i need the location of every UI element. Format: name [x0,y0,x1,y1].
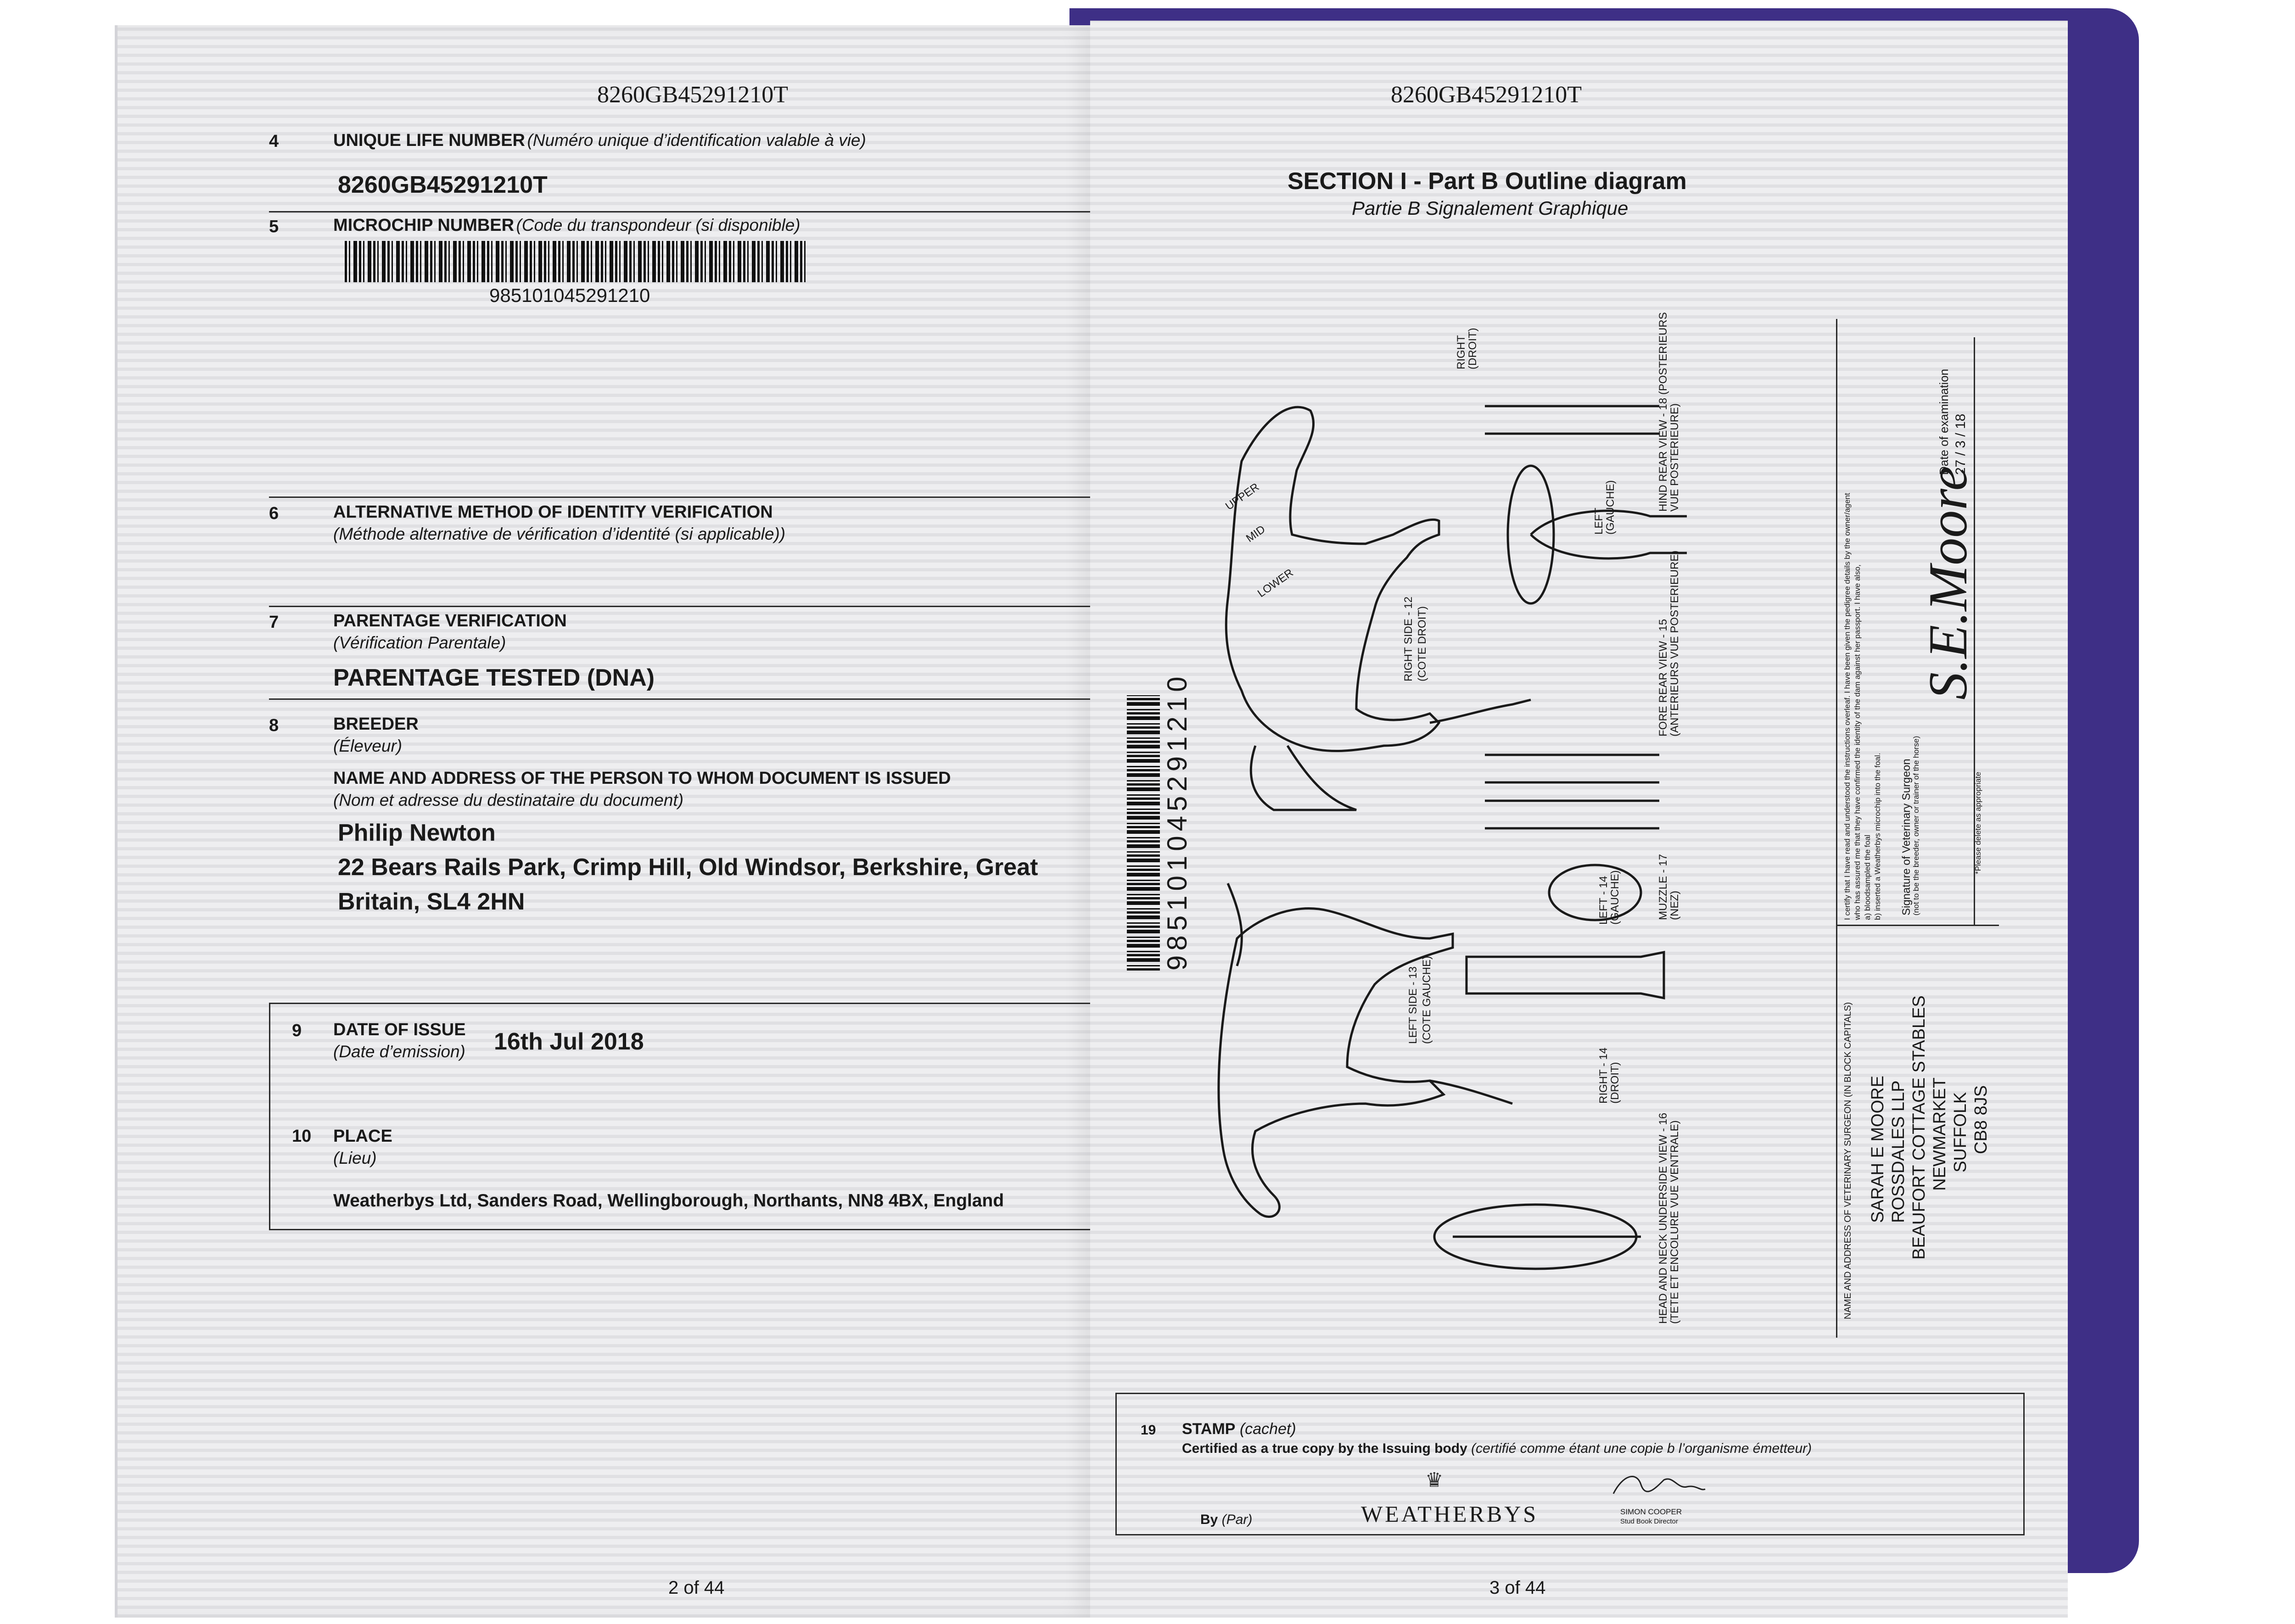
owner-address-line2: Britain, SL4 2HN [338,888,525,915]
director-signature-icon [1609,1466,1710,1507]
label-hind-rear-fr: VUE POSTERIEURE) [1668,403,1681,512]
vet-line-4: NEWMARKET [1930,1077,1949,1191]
vet-block-divider [1836,925,1999,926]
by-label: By (Par) [1200,1512,1253,1527]
label-gauche: (GAUCHE) [1604,480,1617,535]
label-head-neck: HEAD AND NECK UNDERSIDE VIEW - 16 [1657,1112,1669,1324]
crest-icon: ♛ [1425,1469,1444,1491]
vet-cert-4: b) inserted a Weatherbys microchip into the foal. [1873,753,1882,920]
owner-name: Philip Newton [338,820,496,846]
vet-line-6: CB8 8JS [1971,1085,1991,1154]
vet-signature-note: (not to be the breeder, owner or trainer of the horse) [1912,736,1920,915]
director-title: Stud Book Director [1620,1518,1678,1525]
page-number: 3 of 44 [1489,1578,1546,1598]
right-page [1090,21,2068,1618]
label-lower: LOWER [1255,566,1296,600]
date-of-exam-label: Date of examination [1937,368,1951,475]
issued-to-label-fr: (Nom et adresse du destinataire du document) [333,791,684,809]
date-of-exam-value: 27 / 3 / 18 [1953,413,1968,475]
label-upper: UPPER [1223,480,1262,513]
vet-cert-1: I certify that I have read and understood the instructions overleaf. I have been given the pedigree details by the owner/agent [1843,493,1852,920]
vet-cert-3: a) bloodsampled the foal [1863,834,1872,920]
vet-line-5: SUFFOLK [1951,1092,1970,1172]
section-title: SECTION I - Part B Outline diagram [1287,168,1687,195]
vet-signature: S.E.Moore [1917,466,1978,700]
breeder-label: BREEDER [333,714,419,734]
vet-signature-label: Signature of Veterinary Surgeon [1900,759,1913,915]
parentage-verification-label-fr: (Vérification Parentale) [333,633,506,652]
horse-outline-diagram [1136,342,1825,1328]
label-fore-rear: FORE REAR VIEW - 15 [1657,619,1669,737]
place-label-fr: (Lieu) [333,1149,377,1167]
date-of-issue-value: 16th Jul 2018 [494,1028,644,1055]
microchip-barcode [345,241,808,282]
label-right-14: RIGHT - 14 [1597,1047,1610,1104]
label-mid: MID [1244,523,1268,545]
stamp-number: 19 [1141,1423,1156,1438]
vet-name-label: NAME AND ADDRESS OF VETERINARY SURGEON (IN BLOCK CAPITALS) [1843,1002,1853,1319]
date-of-issue-label-fr: (Date d’emission) [333,1042,465,1061]
label-left: LEFT [1593,508,1605,535]
label-left-side-fr: (COTE GAUCHE) [1421,956,1433,1044]
parentage-value: PARENTAGE TESTED (DNA) [333,664,655,691]
field-number: 10 [292,1127,312,1146]
label-fore-rear-fr: (ANTERIEURS VUE POSTERIEURE) [1668,550,1681,737]
delete-note: *Please delete as appropriate [1974,771,1982,874]
vet-line-2: ROSSDALES LLP [1889,1080,1908,1223]
divider [269,606,1091,607]
header-code: 8260GB45291210T [597,82,788,108]
divider [269,497,1091,498]
director-name: SIMON COOPER [1620,1507,1682,1516]
stamp-certified: Certified as a true copy by the Issuing body (certifié comme étant une copie b l’organisme émetteur) [1182,1441,1812,1456]
label-muzzle: MUZZLE - 17 [1657,854,1669,920]
breeder-label-fr: (Éleveur) [333,737,403,755]
weatherbys-logo: WEATHERBYS [1361,1501,1539,1527]
date-of-issue-label: DATE OF ISSUE [333,1020,466,1039]
label-right: RIGHT [1455,335,1467,369]
page-number: 2 of 44 [668,1578,725,1598]
label-droit: (DROIT) [1467,328,1479,369]
field-number: 9 [292,1021,302,1040]
alternative-method-label-fr: (Méthode alternative de vérification d’identité (si applicable)) [333,525,786,543]
vet-cert-2: who has assured me that they have confirmed the identity of the dam against her passport. I have also, [1853,564,1862,920]
unique-life-number-value: 8260GB45291210T [338,172,548,198]
label-right-side-fr: (COTE DROIT) [1416,606,1428,681]
microchip-number: 985101045291210 [489,285,650,306]
place-value: Weatherbys Ltd, Sanders Road, Wellingborough, Northants, NN8 4BX, England [333,1191,1004,1211]
field-number: 8 [269,716,279,735]
divider [269,211,1091,212]
section-subtitle: Partie B Signalement Graphique [1352,197,1629,219]
field-number: 6 [269,504,279,523]
vet-block-border [1836,319,1837,1338]
field-number: 5 [269,217,279,236]
issued-to-label: NAME AND ADDRESS OF THE PERSON TO WHOM DOCUMENT IS ISSUED [333,769,951,788]
label-muzzle-fr: (NEZ) [1668,891,1681,920]
label-left-14: LEFT - 14 [1597,876,1610,925]
field-number: 4 [269,132,279,151]
alternative-method-label: ALTERNATIVE METHOD OF IDENTITY VERIFICATION [333,502,773,522]
microchip-label: MICROCHIP NUMBER (Code du transpondeur (si disponible) [333,216,800,235]
field-number: 7 [269,613,279,632]
divider [269,698,1091,700]
label-left-side: LEFT SIDE - 13 [1407,966,1419,1044]
unique-life-number-label: UNIQUE LIFE NUMBER (Numéro unique d’identification valable à vie) [333,131,866,150]
header-code: 8260GB45291210T [1391,82,1582,108]
stamp-label: STAMP (cachet) [1182,1420,1296,1438]
label-hind-rear: HIND REAR VIEW - 18 (POSTERIEURS [1657,312,1669,512]
vertical-barcode-number: 985101045291210 [1162,672,1192,971]
owner-address-line1: 22 Bears Rails Park, Crimp Hill, Old Windsor, Berkshire, Great [338,854,1038,881]
label-head-neck-fr: (TETE ET ENCOLURE VUE VENTRALE) [1668,1120,1681,1324]
place-label: PLACE [333,1127,392,1146]
left-page [115,25,1093,1618]
vet-line-3: BEAUFORT COTTAGE STABLES [1909,995,1929,1260]
label-right-side: RIGHT SIDE - 12 [1402,597,1415,681]
vet-line-1: SARAH E MOORE [1868,1076,1887,1223]
label-right-14-fr: (DROIT) [1609,1062,1621,1104]
label-left-14-fr: (GAUCHE) [1609,870,1621,925]
parentage-verification-label: PARENTAGE VERIFICATION [333,611,567,631]
